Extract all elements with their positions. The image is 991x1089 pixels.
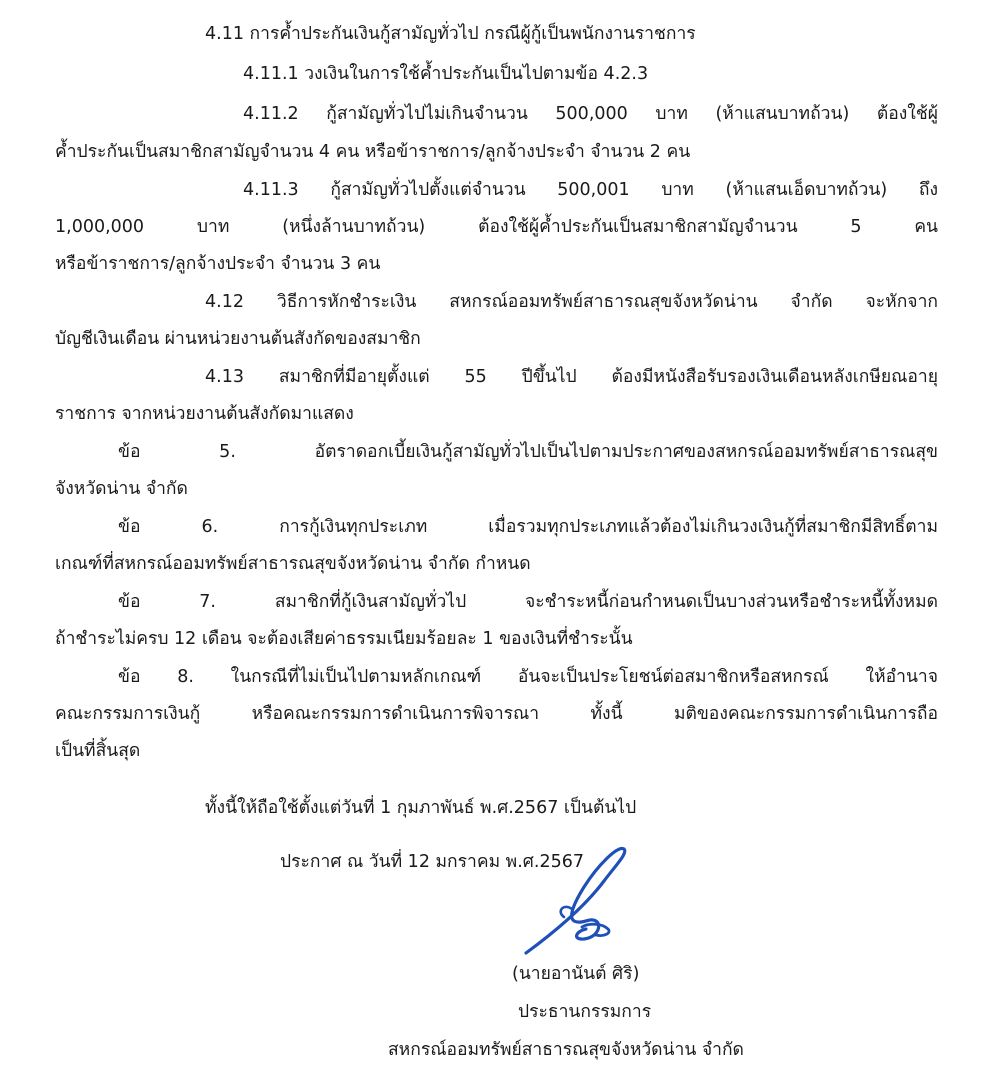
clause-4-11-heading: 4.11 การค้ำประกันเงินกู้สามัญทั่วไป กรณีผู้กู้เป็นพนักงานราชการ [205,24,696,44]
clause-4-13-line-1: 4.13 สมาชิกที่มีอายุตั้งแต่ 55 ปีขึ้นไป ต้องมีหนังสือรับรองเงินเดือนหลังเกษียณอายุ [205,367,938,387]
clause-4-12-line-2: บัญชีเงินเดือน ผ่านหน่วยงานต้นสังกัดของสมาชิก [55,329,421,349]
article-8-line-1: ข้อ 8. ในกรณีที่ไม่เป็นไปตามหลักเกณฑ์ อันจะเป็นประโยชน์ต่อสมาชิกหรือสหกรณ์ ให้อำนาจ [118,667,938,687]
article-6-line-2: เกณฑ์ที่สหกรณ์ออมทรัพย์สาธารณสุขจังหวัดน่าน จำกัด กำหนด [55,554,531,574]
clause-4-11-3-line-3: หรือข้าราชการ/ลูกจ้างประจำ จำนวน 3 คน [55,254,381,274]
clause-4-12-line-1: 4.12 วิธีการหักชำระเงิน สหกรณ์ออมทรัพย์สาธารณสุขจังหวัดน่าน จำกัด จะหักจาก [205,292,938,312]
clause-4-13-line-2: ราชการ จากหน่วยงานต้นสังกัดมาแสดง [55,404,354,424]
article-8-line-2: คณะกรรมการเงินกู้ หรือคณะกรรมการดำเนินการพิจารณา ทั้งนี้ มติของคณะกรรมการดำเนินการถือ [55,704,938,724]
article-7-line-2: ถ้าชำระไม่ครบ 12 เดือน จะต้องเสียค่าธรรมเนียมร้อยละ 1 ของเงินที่ชำระนั้น [55,629,633,649]
clause-4-11-2-line-2: ค้ำประกันเป็นสมาชิกสามัญจำนวน 4 คน หรือข้าราชการ/ลูกจ้างประจำ จำนวน 2 คน [55,142,691,162]
signature-stroke-main [526,848,625,953]
article-5-line-2: จังหวัดน่าน จำกัด [55,479,188,499]
announcement-date: ประกาศ ณ วันที่ 12 มกราคม พ.ศ.2567 [280,852,584,872]
clause-4-11-3-line-2: 1,000,000 บาท (หนึ่งล้านบาทถ้วน) ต้องใช้ผู้ค้ำประกันเป็นสมาชิกสามัญจำนวน 5 คน [55,217,938,237]
effective-date: ทั้งนี้ให้ถือใช้ตั้งแต่วันที่ 1 กุมภาพันธ์ พ.ศ.2567 เป็นต้นไป [205,798,637,818]
article-6-line-1: ข้อ 6. การกู้เงินทุกประเภท เมื่อรวมทุกประเภทแล้วต้องไม่เกินวงเงินกู้ที่สมาชิกมีสิทธิ์ตาม [118,517,938,537]
article-5-line-1: ข้อ 5. อัตราดอกเบี้ยเงินกู้สามัญทั่วไปเป็นไปตามประกาศของสหกรณ์ออมทรัพย์สาธารณสุข [118,442,938,462]
article-8-line-3: เป็นที่สิ้นสุด [55,741,141,761]
signer-title: ประธานกรรมการ [518,1002,652,1022]
clause-4-11-2-line-1: 4.11.2 กู้สามัญทั่วไปไม่เกินจำนวน 500,000 บาท (ห้าแสนบาทถ้วน) ต้องใช้ผู้ [243,104,938,124]
clause-4-11-3-line-1: 4.11.3 กู้สามัญทั่วไปตั้งแต่จำนวน 500,001 บาท (ห้าแสนเอ็ดบาทถ้วน) ถึง [243,180,938,200]
signer-name: (นายอานันต์ ศิริ) [512,964,640,984]
organization-name: สหกรณ์ออมทรัพย์สาธารณสุขจังหวัดน่าน จำกัด [388,1040,744,1060]
clause-4-11-1: 4.11.1 วงเงินในการใช้ค้ำประกันเป็นไปตามข้อ 4.2.3 [243,64,649,84]
article-7-line-1: ข้อ 7. สมาชิกที่กู้เงินสามัญทั่วไป จะชำระหนี้ก่อนกำหนดเป็นบางส่วนหรือชำระหนี้ทั้งหมด [118,592,938,612]
handwritten-signature [516,845,656,965]
